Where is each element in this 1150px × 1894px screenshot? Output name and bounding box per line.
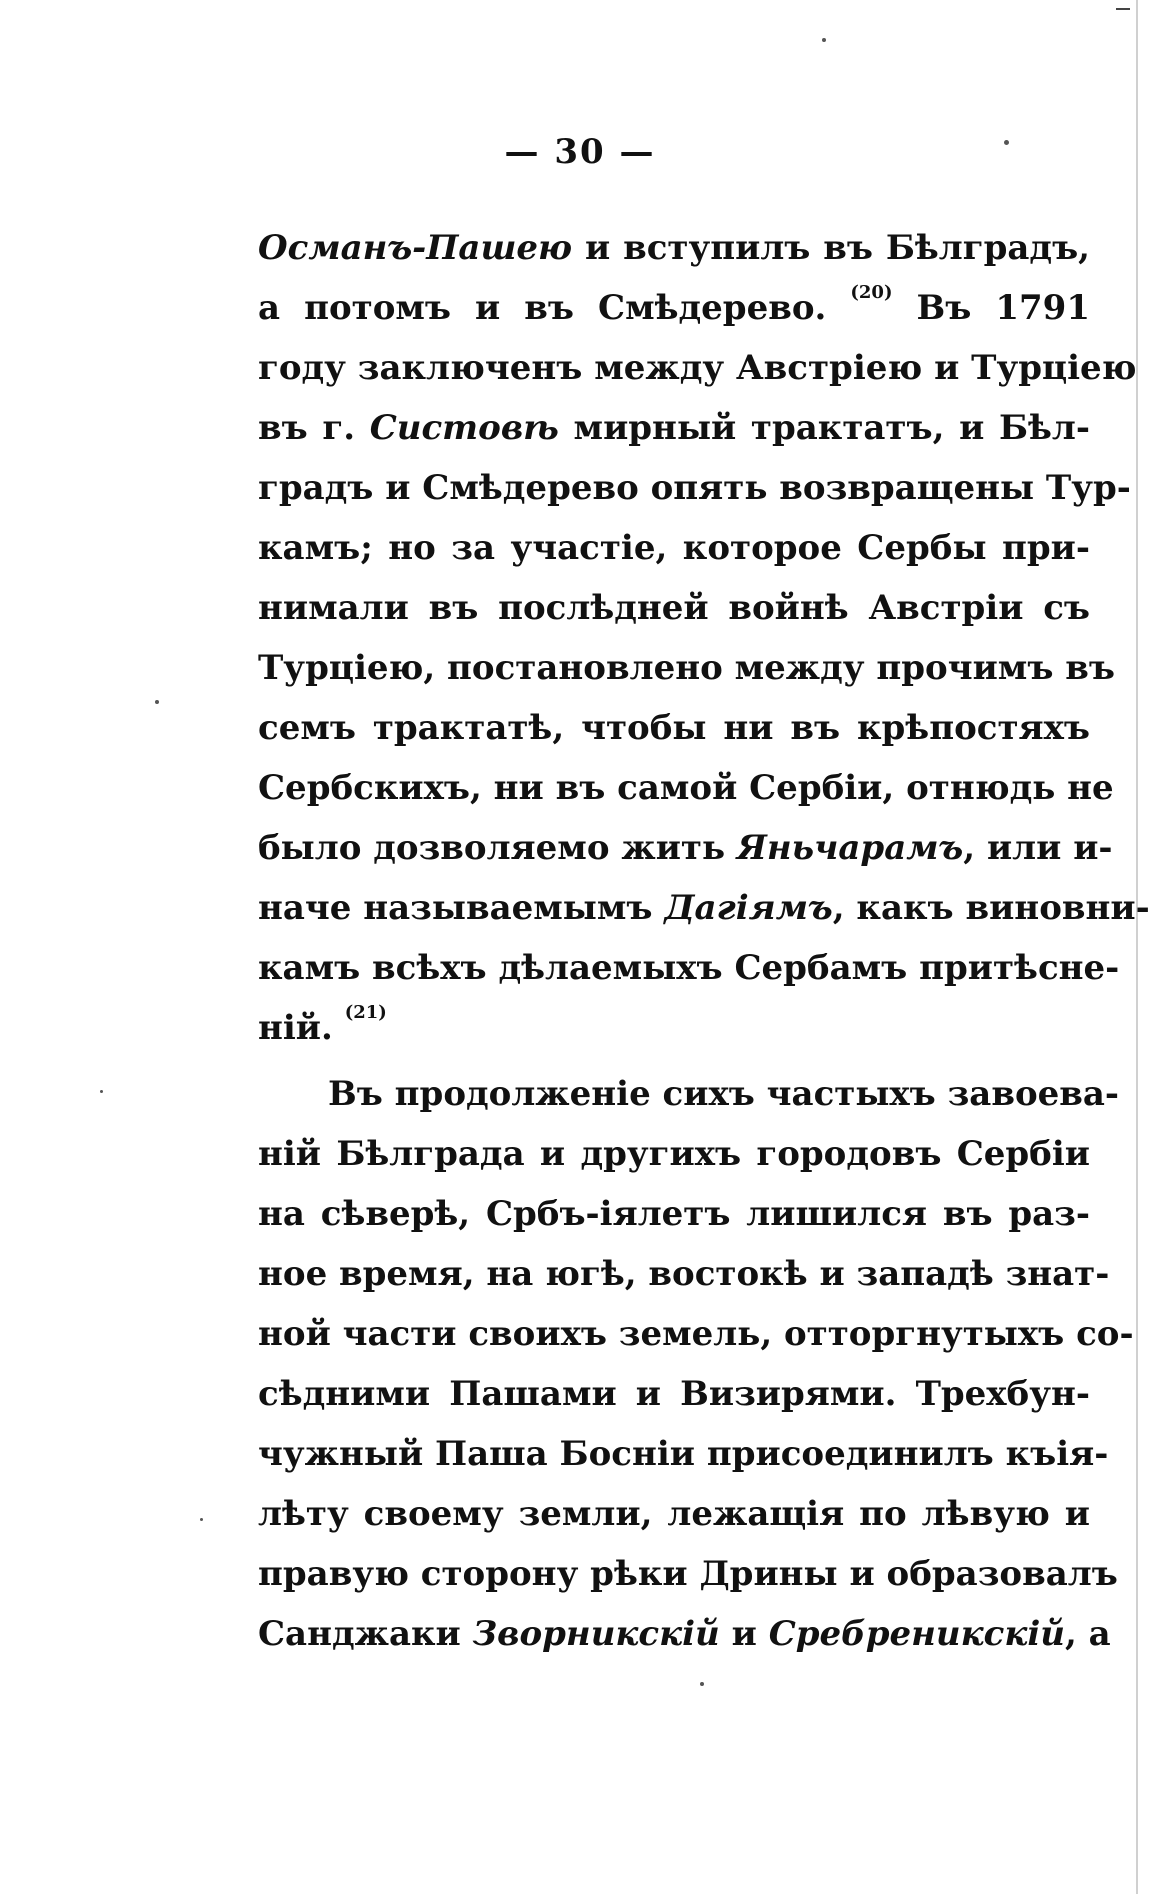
text-line: на сѣверѣ, Србъ-іялетъ лишился въ раз- (258, 1194, 1090, 1234)
footnote-ref: (21) (344, 1002, 387, 1023)
text-line: Въ продолженіе сихъ частыхъ завоева- (328, 1074, 1120, 1114)
text-line: правую сторону рѣки Дрины и образовалъ (258, 1554, 1118, 1594)
text-line: камъ; но за участіе, которое Сербы при- (258, 528, 1090, 568)
text-line: Сербскихъ, ни въ самой Сербіи, отнюдь не (258, 768, 1114, 808)
scan-speck (700, 1682, 704, 1686)
text-line: ной части своихъ земель, отторгнутыхъ со- (258, 1314, 1134, 1354)
italic-name: Яньчарамъ (736, 828, 964, 868)
text-line: ній Бѣлграда и другихъ городовъ Сербіи (258, 1134, 1090, 1174)
body-text (258, 218, 1150, 1664)
page-number: — 30 — (504, 132, 656, 172)
italic-name: Сребреникскій (768, 1614, 1065, 1654)
scan-speck (1004, 140, 1009, 145)
text-line: сѣдними Пашами и Визирями. Трехбун- (258, 1374, 1090, 1414)
italic-name: Систовѣ (369, 408, 559, 448)
italic-name: Османъ-Пашею (258, 228, 573, 268)
italic-name: Зворникскій (472, 1614, 720, 1654)
scan-speck (822, 38, 826, 42)
text-line: было дозволяемо жить Яньчарамъ, или и- (258, 828, 1113, 868)
text-line: градъ и Смѣдерево опять возвращены Тур- (258, 468, 1131, 508)
edge-mark (1116, 8, 1130, 10)
text-line: чужный Паша Босніи присоединилъ къія- (258, 1434, 1109, 1474)
text-line: ное время, на югѣ, востокѣ и западѣ знат- (258, 1254, 1110, 1294)
footnote-ref: (20) (850, 282, 893, 303)
text-line: году заключенъ между Австріею и Турціею (258, 348, 1137, 388)
text-line: наче называемымъ Дагіямъ, какъ виновни- (258, 888, 1150, 928)
text-line: нимали въ послѣдней войнѣ Австріи съ (258, 588, 1090, 628)
italic-name: Дагіямъ (664, 888, 833, 928)
scan-speck (200, 1518, 203, 1521)
text-line: камъ всѣхъ дѣлаемыхъ Сербамъ притѣсне- (258, 948, 1120, 988)
text-line: а потомъ и въ Смѣдерево. $^{(20)}$ Въ 1791 (258, 282, 1090, 328)
text-line: въ г. Систовѣ мирный трактатъ, и Бѣл- (258, 408, 1090, 448)
scan-speck (155, 700, 159, 704)
text-line: Османъ-Пашею и вступилъ въ Бѣлградъ, (258, 228, 1090, 268)
text-line: Санджаки Зворникскій и Сребреникскій, а (258, 1614, 1111, 1654)
text-line: Турціею, постановлено между прочимъ въ (258, 648, 1115, 688)
page-edge-line (1136, 0, 1138, 1894)
text-line: семъ трактатѣ, чтобы ни въ крѣпостяхъ (258, 708, 1090, 748)
text-line: ній. $^{(21)}$ (258, 1002, 387, 1048)
text-line: лѣту своему земли, лежащія по лѣвую и (258, 1494, 1090, 1534)
scan-speck (100, 1090, 103, 1093)
